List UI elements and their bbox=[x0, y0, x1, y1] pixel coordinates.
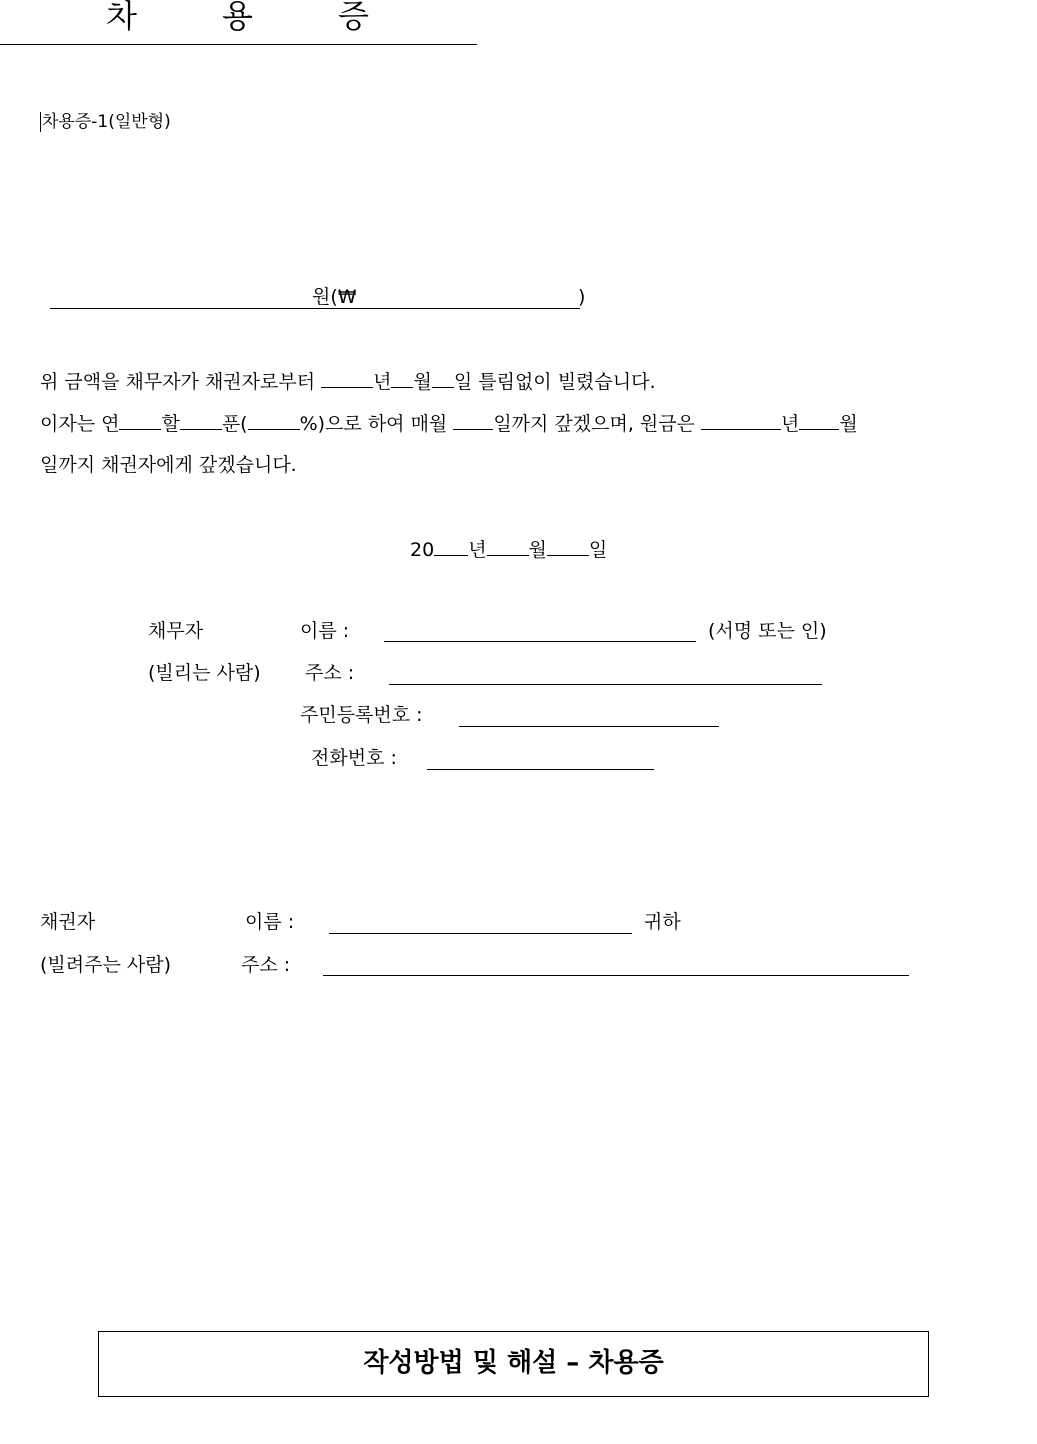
debtor-phone-field[interactable] bbox=[427, 769, 654, 770]
creditor-name-field[interactable] bbox=[329, 933, 632, 934]
debtor-sign-note: (서명 또는 인) bbox=[708, 620, 827, 642]
debtor-label: 채무자 bbox=[148, 620, 204, 642]
interest-hal-blank[interactable] bbox=[119, 413, 161, 430]
debtor-name-label: 이름 : bbox=[300, 620, 350, 642]
debtor-rrn-label: 주민등록번호 : bbox=[300, 704, 423, 726]
footer-title: 작성방법 및 해설 – 차용증 bbox=[363, 1348, 664, 1378]
date-day-blank[interactable] bbox=[547, 539, 589, 556]
principal-month-blank[interactable] bbox=[799, 413, 839, 430]
document-date: 20 년 월 일 bbox=[410, 539, 608, 561]
title-char-2: 용 bbox=[222, 0, 253, 35]
creditor-sublabel: (빌려주는 사람) bbox=[40, 954, 171, 976]
interest-percent-blank[interactable] bbox=[248, 413, 300, 430]
title-char-1: 차 bbox=[106, 0, 137, 35]
pay-day-blank[interactable] bbox=[453, 413, 493, 430]
creditor-address-label: 주소 : bbox=[241, 954, 291, 976]
principal-year-blank[interactable] bbox=[701, 413, 781, 430]
creditor-label: 채권자 bbox=[40, 911, 96, 933]
creditor-name-label: 이름 : bbox=[245, 911, 295, 933]
amount-close-paren: ) bbox=[578, 286, 586, 308]
debtor-sublabel: (빌리는 사람) bbox=[148, 662, 261, 684]
borrow-year-blank[interactable] bbox=[321, 371, 373, 388]
body-line-1: 위 금액을 채무자가 채권자로부터 년 월 일 틀림없이 빌렸습니다. bbox=[40, 371, 656, 393]
borrow-month-blank[interactable] bbox=[391, 371, 413, 388]
date-year-blank[interactable] bbox=[434, 539, 468, 556]
debtor-rrn-field[interactable] bbox=[459, 726, 719, 727]
document-title bbox=[0, 0, 477, 45]
date-month-blank[interactable] bbox=[487, 539, 529, 556]
debtor-address-field[interactable] bbox=[389, 684, 822, 685]
borrow-day-blank[interactable] bbox=[432, 371, 454, 388]
debtor-name-field[interactable] bbox=[384, 641, 696, 642]
amount-won-label: 원(₩ bbox=[312, 286, 357, 308]
creditor-address-field[interactable] bbox=[323, 975, 909, 976]
footer-box bbox=[98, 1331, 929, 1397]
title-char-3: 증 bbox=[338, 0, 369, 35]
creditor-honorific: 귀하 bbox=[644, 911, 681, 933]
body-line-2: 이자는 연 할 푼( %)으로 하여 매월 일까지 갚겠으며, 원금은 년 월 bbox=[40, 413, 858, 435]
interest-pun-blank[interactable] bbox=[180, 413, 222, 430]
amount-blank[interactable] bbox=[50, 308, 580, 309]
debtor-phone-label: 전화번호 : bbox=[311, 747, 397, 769]
debtor-address-label: 주소 : bbox=[305, 662, 355, 684]
form-code: 차용증-1(일반형) bbox=[42, 112, 171, 132]
body-line-3: 일까지 채권자에게 갚겠습니다. bbox=[40, 454, 297, 476]
